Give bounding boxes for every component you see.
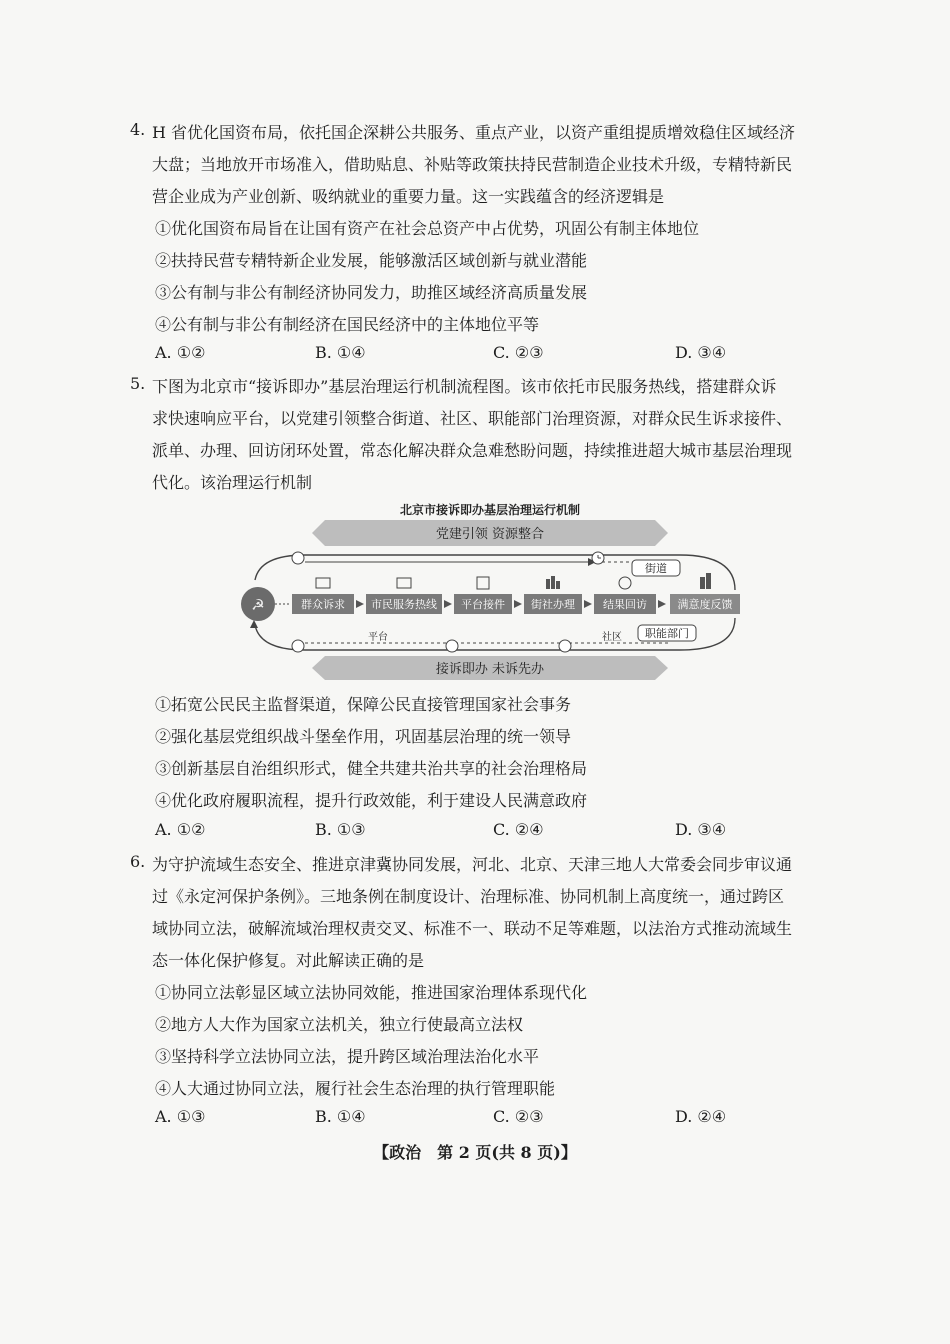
- q5-stem-line-1: 下图为北京市“接诉即办”基层治理运行机制流程图。该市依托市民服务热线，搭建群众诉: [152, 377, 777, 396]
- monitor-icon: [316, 578, 330, 588]
- q5-choice-a: A. ①②: [155, 820, 206, 839]
- q4-option-4: ④公有制与非公有制经济在国民经济中的主体地位平等: [155, 315, 540, 334]
- q4-stem-line-3: 营企业成为产业创新、吸纳就业的重要力量。这一实践蕴含的经济逻辑是: [152, 187, 665, 206]
- q4-choice-a: A. ①②: [155, 343, 206, 362]
- city-icon: [700, 577, 705, 589]
- q6-choice-b: B. ①④: [315, 1107, 366, 1126]
- page-footer: 【政治 第 2 页(共 8 页)】: [373, 1143, 577, 1162]
- q4-number: 4.: [130, 120, 146, 139]
- q6-stem-line-3: 域协同立法，破解流域治理权责交叉、标准不一、联动不足等难题，以法治方式推动流域生: [152, 919, 793, 938]
- q6-choices: [155, 1107, 755, 1135]
- q5-option-4: ④优化政府履职流程，提升行政效能，利于建设人民满意政府: [155, 791, 588, 810]
- q6-choice-a: A. ①③: [155, 1107, 206, 1126]
- step-6-label: 满意度反馈: [677, 598, 733, 611]
- q4-choice-d: D. ③④: [675, 343, 727, 362]
- calendar-icon: [559, 640, 571, 652]
- q5-choices: [155, 820, 755, 848]
- label-community: 社区: [602, 632, 622, 643]
- q6-stem-line-1: 为守护流域生态安全、推进京津冀协同发展，河北、北京、天津三地人大常委会同步审议通: [152, 855, 793, 874]
- phone-icon-top: [292, 552, 304, 564]
- q6-option-4: ④人大通过协同立法，履行社会生态治理的执行管理职能: [155, 1079, 556, 1098]
- q4-option-2: ②扶持民营专精特新企业发展，能够激活区域创新与就业潜能: [155, 251, 588, 270]
- diagram-title: 北京市接诉即办基层治理运行机制: [399, 503, 581, 517]
- top-banner-text: 党建引领 资源整合: [435, 527, 545, 542]
- building-icon: [546, 579, 550, 589]
- q4-choice-b: B. ①④: [315, 343, 366, 362]
- q4-choices: [155, 343, 755, 371]
- hotline-screen-icon: [397, 578, 411, 588]
- q6-choice-c: C. ②③: [493, 1107, 544, 1126]
- feedback-icon: [619, 577, 631, 589]
- q6-option-2: ②地方人大作为国家立法机关，独立行使最高立法权: [155, 1015, 524, 1034]
- q4-choice-c: C. ②③: [493, 343, 544, 362]
- platform-icon: [477, 577, 489, 589]
- q5-choice-b: B. ①③: [315, 820, 366, 839]
- q6-option-1: ①协同立法彰显区域立法协同效能，推进国家治理体系现代化: [155, 983, 588, 1002]
- q6-number: 6.: [130, 852, 146, 871]
- step-4-label: 街社办理: [531, 598, 575, 611]
- tag-street-label: 街道: [645, 562, 667, 575]
- q6-choice-d: D. ②④: [675, 1107, 727, 1126]
- q5-choice-c: C. ②④: [493, 820, 544, 839]
- tag-functional-dept-label: 职能部门: [645, 627, 689, 640]
- bottom-banner-text: 接诉即办 未诉先办: [435, 662, 545, 677]
- step-2-label: 市民服务热线: [371, 598, 437, 611]
- q5-option-2: ②强化基层党组织战斗堡垒作用，巩固基层治理的统一领导: [155, 727, 572, 746]
- q6-stem-line-4: 态一体化保护修复。对此解读正确的是: [152, 951, 425, 970]
- step-1-label: 群众诉求: [301, 598, 345, 611]
- label-platform: 平台: [368, 632, 388, 643]
- q5-stem-line-3: 派单、办理、回访闭环处置，常态化解决群众急难愁盼问题，持续推进超大城市基层治理现: [152, 441, 793, 460]
- step-5-label: 结果回访: [603, 598, 647, 611]
- q5-stem-line-4: 代化。该治理运行机制: [152, 473, 313, 492]
- process-steps: [292, 573, 740, 614]
- q5-option-1: ①拓宽公民民主监督渠道，保障公民直接管理国家社会事务: [155, 695, 572, 714]
- q4-option-3: ③公有制与非公有制经济协同发力，助推区域经济高质量发展: [155, 283, 588, 302]
- q4-option-1: ①优化国资布局旨在让国有资产在社会总资产中占优势，巩固公有制主体地位: [155, 219, 700, 238]
- phone-icon-bottom: [446, 640, 458, 652]
- q5-number: 5.: [130, 374, 146, 393]
- q5-stem-line-2: 求快速响应平台，以党建引领整合街道、社区、职能部门治理资源，对群众民生诉求接件、: [152, 409, 793, 428]
- q5-choice-d: D. ③④: [675, 820, 727, 839]
- q4-stem-line-2: 大盘；当地放开市场准入，借助贴息、补贴等政策扶持民营制造企业技术升级，专精特新民: [152, 155, 793, 174]
- q6-option-3: ③坚持科学立法协同立法，提升跨区域治理法治化水平: [155, 1047, 540, 1066]
- q5-option-3: ③创新基层自治组织形式，健全共建共治共享的社会治理格局: [155, 759, 588, 778]
- svg-text:☭: ☭: [251, 596, 265, 614]
- governance-flow-diagram: [230, 500, 750, 690]
- q4-stem-line-1: H 省优化国资布局，依托国企深耕公共服务、重点产业，以资产重组提质增效稳住区域经济: [152, 123, 796, 142]
- document-icon: [292, 640, 304, 652]
- step-3-label: 平台接件: [461, 598, 505, 611]
- q6-stem-line-2: 过《永定河保护条例》。三地条例在制度设计、治理标准、协同机制上高度统一，通过跨区: [152, 887, 785, 906]
